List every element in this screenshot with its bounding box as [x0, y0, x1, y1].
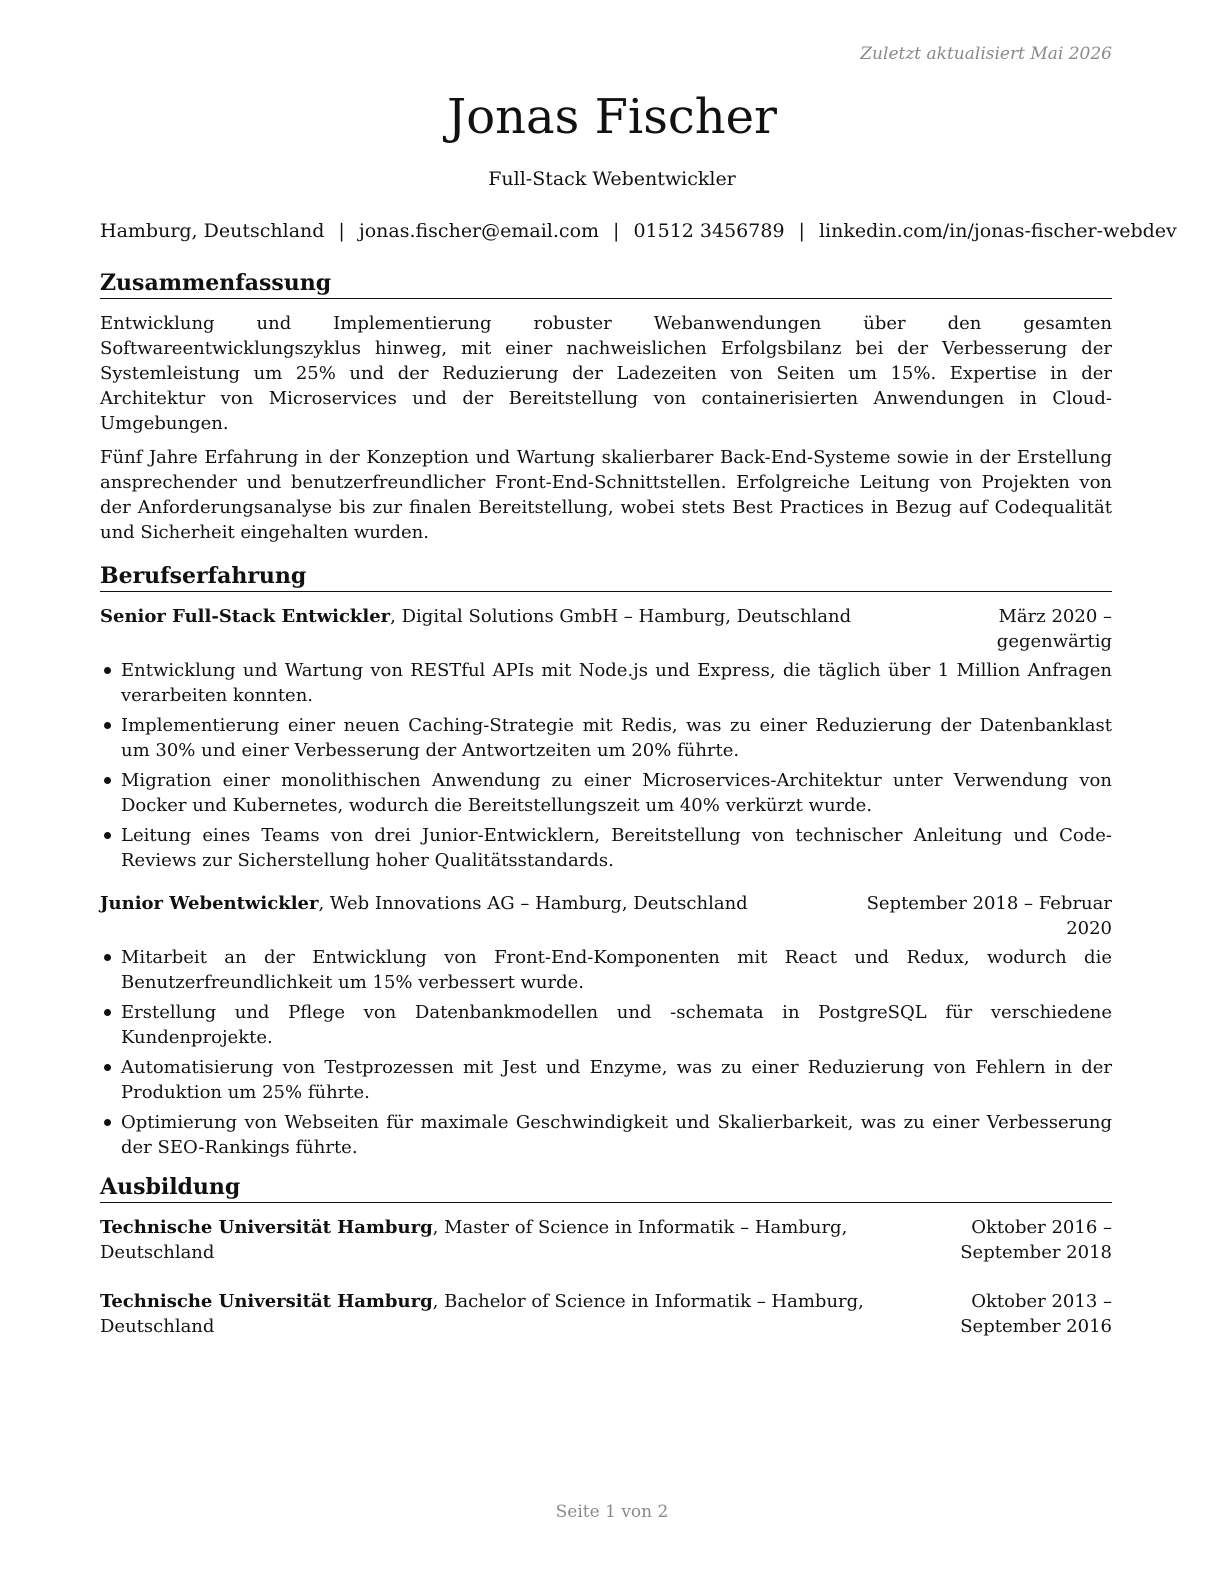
summary-paragraph: Entwicklung und Implementierung robuster Webanwendungen über den gesamten Softwareentwicklungszyklus hinweg, mit einer nachweislichen Erfolgsbilanz bei der Verbesserung der Systemleistung um 25% und der Reduzierung der Ladezeiten von Seiten um 15%. Expertise in der Architektur von Microservices und der Bereitstellung von containerisierten Anwendungen in Cloud-Umgebungen.	[100, 313, 1112, 434]
contact-line	[100, 219, 1177, 243]
resume-content	[100, 268, 1112, 1339]
section-heading-education: Ausbildung	[100, 1172, 1112, 1203]
job-company: , Digital Solutions GmbH – Hamburg, Deutschland	[390, 606, 852, 627]
degree: , Master of Science in Informatik – Hamburg, Deutschland	[100, 1217, 848, 1263]
school-name: Technische Universität Hamburg	[100, 1217, 433, 1238]
list-item: Automatisierung von Testprozessen mit Jest und Enzyme, was zu einer Reduzierung von Fehlern in der Produktion um 25% führte.	[100, 1055, 1112, 1105]
contact-phone: 01512 3456789	[633, 220, 785, 242]
education-dates: Oktober 2016 – September 2018	[960, 1217, 1112, 1263]
contact-location: Hamburg, Deutschland	[100, 220, 325, 242]
degree: , Bachelor of Science in Informatik – Hamburg, Deutschland	[100, 1291, 864, 1337]
list-item: Implementierung einer neuen Caching-Strategie mit Redis, was zu einer Reduzierung der Datenbanklast um 30% und einer Verbesserung der Antwortzeiten um 20% führte.	[100, 713, 1112, 763]
education-entry	[100, 1289, 1112, 1339]
person-name: Jonas Fischer	[447, 89, 777, 145]
education-entry	[100, 1215, 1112, 1265]
job-dates: März 2020 – gegenwärtig	[996, 606, 1112, 652]
contact-email[interactable]: jonas.fischer@email.com	[358, 220, 600, 242]
job-entry	[100, 604, 1112, 873]
page-number: Seite 1 von 2	[555, 1502, 669, 1522]
contact-separator: |	[613, 220, 620, 242]
list-item: Entwicklung und Wartung von RESTful APIs mit Node.js und Express, die täglich über 1 Million Anfragen verarbeiten konnten.	[100, 658, 1112, 708]
education-dates: Oktober 2013 – September 2016	[960, 1291, 1112, 1337]
job-header	[100, 891, 1112, 941]
list-item: Migration einer monolithischen Anwendung zu einer Microservices-Architektur unter Verwendung von Docker und Kubernetes, wodurch die Bereitstellungszeit um 40% verkürzt wurde.	[100, 768, 1112, 818]
last-updated: Zuletzt aktualisiert Mai 2026	[860, 44, 1112, 64]
contact-separator: |	[338, 220, 345, 242]
section-heading-experience: Berufserfahrung	[100, 561, 1112, 592]
list-item: Leitung eines Teams von drei Junior-Entwicklern, Bereitstellung von technischer Anleitung und Code-Reviews zur Sicherstellung hoher Qualitätsstandards.	[100, 823, 1112, 873]
school-name: Technische Universität Hamburg	[100, 1291, 433, 1312]
contact-linkedin[interactable]: linkedin.com/in/jonas-fischer-webdev	[818, 220, 1177, 242]
job-title: Senior Full-Stack Entwickler	[100, 606, 391, 627]
list-item: Optimierung von Webseiten für maximale Geschwindigkeit und Skalierbarkeit, was zu einer Verbesserung der SEO-Rankings führte.	[100, 1110, 1112, 1160]
job-bullets	[100, 945, 1112, 1160]
job-header	[100, 604, 1112, 654]
list-item: Mitarbeit an der Entwicklung von Front-End-Komponenten mit React und Redux, wodurch die Benutzerfreundlichkeit um 15% verbessert wurde.	[100, 945, 1112, 995]
section-heading-summary: Zusammenfassung	[100, 268, 1112, 299]
job-role: Full-Stack Webentwickler	[488, 168, 736, 190]
contact-separator: |	[798, 220, 805, 242]
job-bullets	[100, 658, 1112, 873]
job-entry	[100, 891, 1112, 1160]
job-company: , Web Innovations AG – Hamburg, Deutschland	[318, 893, 748, 914]
job-title: Junior Webentwickler	[100, 893, 319, 914]
list-item: Erstellung und Pflege von Datenbankmodellen und -schemata in PostgreSQL für verschiedene Kundenprojekte.	[100, 1000, 1112, 1050]
summary-paragraph: Fünf Jahre Erfahrung in der Konzeption und Wartung skalierbarer Back-End-Systeme sowie in der Erstellung ansprechender und benutzerfreundlicher Front-End-Schnittstellen. Erfolgreiche Leitung von Projekten von der Anforderungsanalyse bis zur finalen Bereitstellung, wobei stets Best Practices in Bezug auf Codequalität und Sicherheit eingehalten wurden.	[100, 447, 1112, 543]
job-dates: September 2018 – Februar 2020	[866, 893, 1112, 939]
